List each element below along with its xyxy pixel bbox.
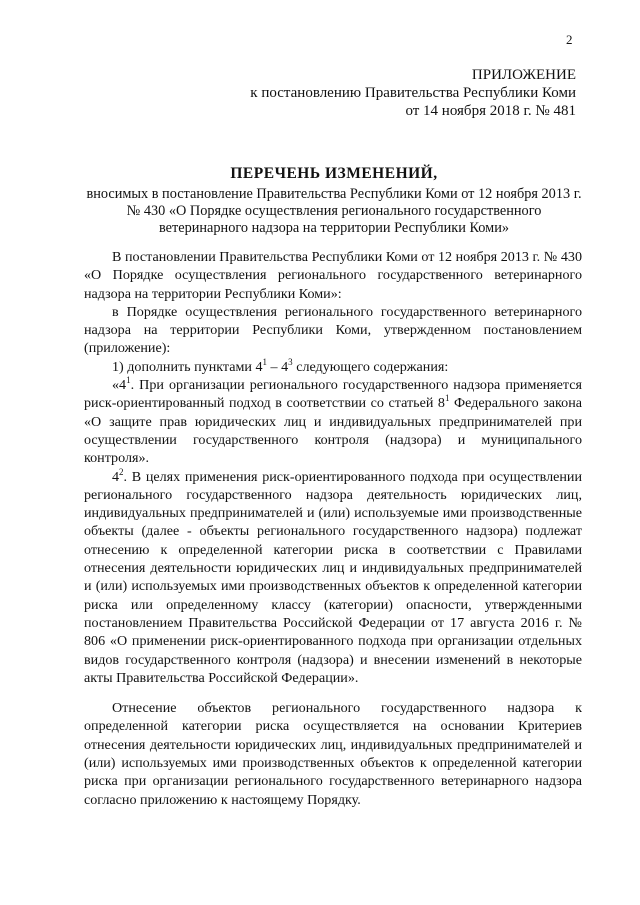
paragraph-6: Отнесение объектов регионального государственного надзора к определенной категории риска осуществляется на основании Критериев отнесения деятельности юридических лиц, индивидуальных предпринимателей и (или) используемых ими производственных объектов к определенной категории риска при организации регионального государственного ветеринарного надзора согласно приложению к настоящему Порядку. bbox=[84, 700, 582, 808]
appendix-title: ПРИЛОЖЕНИЕ bbox=[471, 67, 576, 83]
paragraph-3-before: 1) дополнить пунктами 4 bbox=[112, 358, 263, 375]
paragraph-2: в Порядке осуществления регионального государственного ветеринарного надзора на территории Республики Коми, утвержденном постановлением (приложение): bbox=[84, 303, 582, 357]
page-number: 2 bbox=[566, 32, 573, 47]
superscript: 2 bbox=[119, 466, 124, 477]
paragraph-3-after: следующего содержания: bbox=[292, 358, 449, 375]
paragraph-3 bbox=[84, 358, 582, 376]
appendix-line-2: от 14 ноября 2018 г. № 481 bbox=[405, 103, 576, 119]
superscript: 1 bbox=[262, 356, 268, 367]
paragraph-5-prefix: 4 bbox=[112, 468, 120, 485]
document-body bbox=[84, 248, 582, 809]
paragraph-4-text-2: Федерального закона «О защите прав юридических лиц и индивидуальных предпринимателей при осуществлении государственного контроля (надзора) и муниципального контроля». bbox=[84, 395, 582, 467]
paragraph-5-text: . В целях применения риск-ориентированного подхода при осуществлении регионального государственного надзора деятельность юридических лиц, индивидуальных предпринимателей и (или) используемые ими производственные объекты (далее - объекты регионального государственного надзора) подлежат отнесению к определенной категории риска в соответствии с Правилами отнесения деятельности юридических лиц и индивидуальных предпринимателей и (или) используемых ими производственных объектов к определенной категории риска или определенному классу (категории) опасности, утвержденными постановлением Правительства Российской Федерации от 17 августа 2016 г. № 806 «О применении риск-ориентированного подхода при организации отдельных видов государственного контроля (надзора) и внесении изменений в некоторые акты Правительства Российской Федерации». bbox=[84, 468, 582, 686]
document-title: ПЕРЕЧЕНЬ ИЗМЕНЕНИЙ, bbox=[230, 165, 438, 182]
paragraph-1: В постановлении Правительства Республики Коми от 12 ноября 2013 г. № 430 «О Порядке осуществления регионального государственного ветеринарного надзора на территории Республики Коми»: bbox=[84, 249, 582, 302]
appendix-line-1: к постановлению Правительства Республики Коми bbox=[250, 85, 576, 101]
paragraph-3-dash: – 4 bbox=[267, 358, 289, 375]
paragraph-4-prefix: «4 bbox=[112, 377, 127, 394]
appendix-block bbox=[250, 66, 576, 120]
superscript: 1 bbox=[444, 393, 450, 404]
title-block bbox=[84, 164, 584, 237]
superscript: 1 bbox=[126, 375, 131, 386]
paragraph-4-text: . При организации регионального государственного надзора применяется риск-ориентированный подход в соответствии со статьей 8 bbox=[84, 377, 582, 412]
paragraph-5 bbox=[84, 468, 582, 688]
superscript: 3 bbox=[288, 356, 293, 367]
paragraph-4 bbox=[84, 376, 582, 467]
document-subtitle: вносимых в постановление Правительства Республики Коми от 12 ноября 2013 г. № 430 «О Порядке осуществления регионального государственного ветеринарного надзора на территории Республики Коми» bbox=[86, 186, 582, 236]
